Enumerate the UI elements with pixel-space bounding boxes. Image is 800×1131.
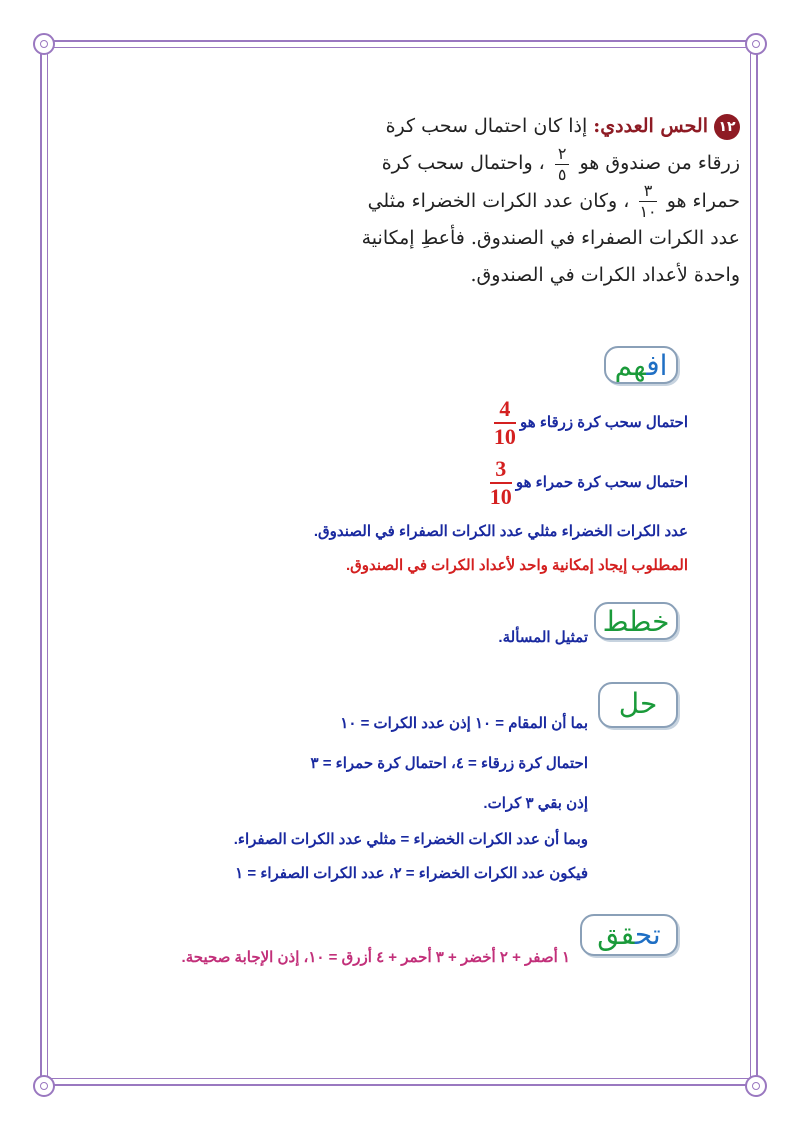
corner-ornament-bottom-left <box>33 1075 55 1097</box>
solve-line-2: احتمال كرة زرقاء = ٤، احتمال كرة حمراء = ٣ <box>310 755 588 772</box>
fraction-numerator: ٢ <box>555 146 570 165</box>
problem-title: الحس العددي: <box>593 115 708 137</box>
problem-line-1 <box>300 108 740 145</box>
fraction-denominator: 10 <box>489 484 512 509</box>
solve-line-4: وبما أن عدد الكرات الخضراء = مثلي عدد الكرات الصفراء. <box>233 831 588 848</box>
corner-ornament-top-right <box>745 33 767 55</box>
problem-statement <box>300 108 740 294</box>
problem-line-2 <box>300 145 740 183</box>
solve-line-3: إذن بقي ٣ كرات. <box>483 795 588 812</box>
problem-line-4: عدد الكرات الصفراء في الصندوق. فأعطِ إمكانية <box>361 227 740 249</box>
understand-label <box>604 346 678 384</box>
understand-line-4: المطلوب إيجاد إمكانية واحد لأعداد الكرات في الصندوق. <box>345 557 688 574</box>
fraction-denominator: ١٠ <box>639 202 657 221</box>
fraction-red <box>639 183 656 220</box>
understand-red-line <box>482 458 688 508</box>
problem-line-3 <box>300 183 740 221</box>
problem-text: ، واحتمال سحب كرة <box>381 152 545 174</box>
problem-text: حمراء هو <box>666 189 740 212</box>
understand-blue-line <box>486 398 688 448</box>
fraction-numerator: ٣ <box>639 183 656 202</box>
understand-blue-text: احتمال سحب كرة زرقاء هو <box>520 413 688 431</box>
problem-text: ، وكان عدد الكرات الخضراء مثلي <box>367 189 630 212</box>
corner-ornament-bottom-right <box>745 1075 767 1097</box>
fraction-blue <box>555 143 570 184</box>
check-label-part1: تح <box>634 918 661 951</box>
problem-text: زرقاء من صندوق هو <box>579 152 740 174</box>
solve-line-5: فيكون عدد الكرات الخضراء = ٢، عدد الكرات الصفراء = ١ <box>235 865 588 882</box>
problem-line-5: واحدة لأعداد الكرات في الصندوق. <box>470 264 740 286</box>
fraction-denominator: 10 <box>493 424 516 449</box>
fraction-numerator: 4 <box>494 398 516 424</box>
solve-line-1: بما أن المقام = ١٠ إذن عدد الكرات = ١٠ <box>340 715 588 732</box>
corner-ornament-top-left <box>33 33 55 55</box>
understand-line-3: عدد الكرات الخضراء مثلي عدد الكرات الصفراء في الصندوق. <box>313 523 688 540</box>
understand-label-part2: هم <box>614 349 647 382</box>
check-label <box>580 914 678 956</box>
fraction-denominator: ٥ <box>557 164 567 184</box>
check-text: ١ أصفر + ٢ أخضر + ٣ أحمر + ٤ أزرق = ١٠، إذن الإجابة صحيحة. <box>181 949 570 966</box>
understand-label-part1: اف <box>646 349 668 382</box>
understand-red-text: احتمال سحب كرة حمراء هو <box>515 473 688 491</box>
check-label-part2: قق <box>597 918 635 951</box>
fraction-numerator: 3 <box>490 458 512 484</box>
problem-number-badge: ١٢ <box>714 114 740 140</box>
fraction-blue-probability <box>494 398 516 448</box>
solve-label-text: حل <box>618 687 658 720</box>
plan-text: تمثيل المسألة. <box>498 629 588 646</box>
problem-text: إذا كان احتمال سحب كرة <box>385 115 588 137</box>
plan-label <box>594 602 678 640</box>
fraction-red-probability <box>490 458 512 508</box>
plan-label-text: خطط <box>602 605 670 638</box>
solve-label <box>598 682 678 728</box>
